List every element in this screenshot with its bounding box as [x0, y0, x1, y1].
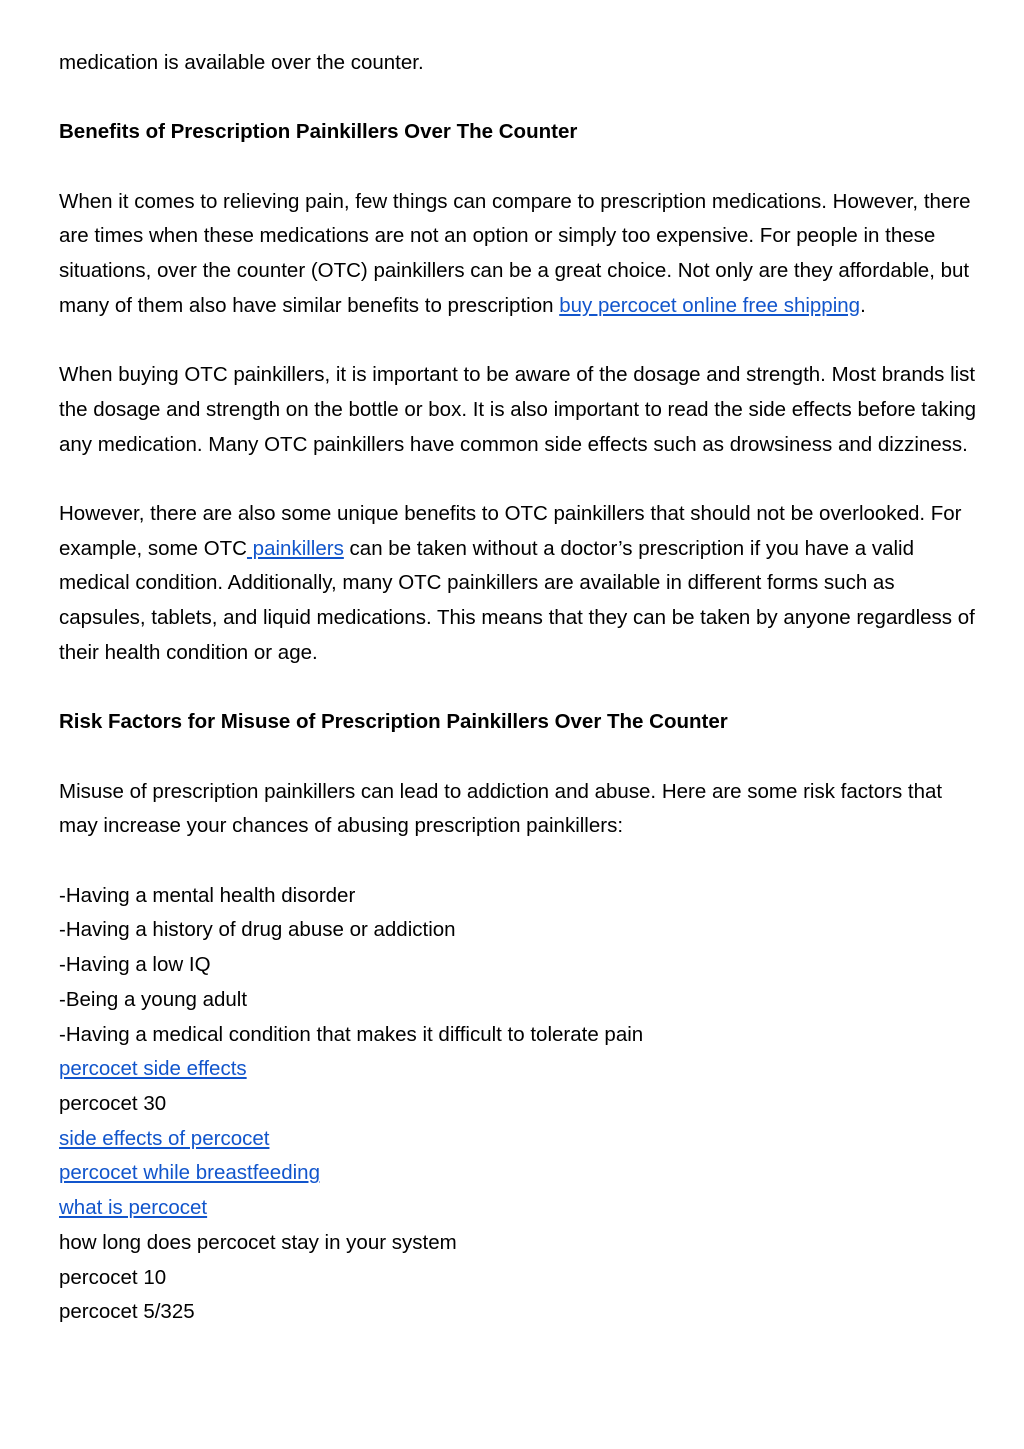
spacer — [59, 462, 979, 497]
keyword-link[interactable]: percocet while breastfeeding — [59, 1161, 320, 1185]
risk-factor-item: -Being a young adult — [59, 987, 248, 1011]
spacer — [59, 81, 979, 116]
keyword-text: how long does percocet stay in your system — [59, 1230, 457, 1254]
painkillers-link[interactable]: painkillers — [246, 536, 344, 560]
benefits-paragraph-2: When buying OTC painkillers, it is important to be aware of the dosage and strength. Most brands list the dosage and strength on the bottle or box. It is also important to read the side effects before taking any medication. Many OTC painkillers have common side effects such as drowsiness and dizziness. — [59, 363, 977, 456]
keyword-list — [59, 1052, 979, 1330]
risk-intro-paragraph: Misuse of prescription painkillers can lead to addiction and abuse. Here are some risk factors that may increase your chances of abusing prescription painkillers: — [59, 779, 943, 838]
risk-factor-item: -Having a low IQ — [59, 953, 211, 977]
spacer — [59, 150, 979, 185]
buy-percocet-link[interactable]: buy percocet online free shipping — [559, 293, 861, 317]
benefits-paragraph-3-start: However, there are also some unique benefits to OTC painkillers that should not be overlooked. For example, some OTC — [59, 502, 962, 560]
document-page — [59, 46, 979, 1330]
spacer — [59, 324, 979, 359]
benefits-paragraph-3-end: can be taken without a doctor’s prescription if you have a valid medical condition. Additionally, many OTC painkillers are available in different forms such as capsules, tablets, and liquid medications. This means that they can be taken by anyone regardless of their health condition or age. — [59, 536, 975, 664]
intro-tail-paragraph: medication is available over the counter. — [59, 51, 424, 74]
risk-factor-item: -Having a medical condition that makes it difficult to tolerate pain — [59, 1022, 644, 1046]
benefits-paragraph-1-end: . — [860, 293, 866, 317]
section-heading-risk-factors: Risk Factors for Misuse of Prescription Painkillers Over The Counter — [59, 710, 728, 734]
section-heading-benefits: Benefits of Prescription Painkillers Over The Counter — [59, 120, 578, 144]
benefits-paragraph-1-text: When it comes to relieving pain, few things can compare to prescription medications. However, there are times when these medications are not an option or simply too expensive. For people in these situations, over the counter (OTC) painkillers can be a great choice. Not only are they affordable, but many of them also have similar benefits to prescription — [59, 189, 971, 317]
benefits-paragraph-3 — [59, 497, 979, 671]
keyword-text: percocet 5/325 — [59, 1300, 195, 1324]
spacer — [59, 844, 979, 879]
benefits-paragraph-1 — [59, 185, 979, 324]
spacer — [59, 671, 979, 706]
keyword-link[interactable]: percocet side effects — [59, 1057, 247, 1081]
keyword-text: percocet 30 — [59, 1091, 167, 1115]
keyword-link[interactable]: side effects of percocet — [59, 1126, 270, 1150]
spacer — [59, 740, 979, 775]
risk-factor-item: -Having a mental health disorder — [59, 883, 356, 907]
risk-factor-list — [59, 879, 979, 1053]
keyword-text: percocet 10 — [59, 1265, 167, 1289]
risk-factor-item: -Having a history of drug abuse or addiction — [59, 918, 456, 942]
keyword-link[interactable]: what is percocet — [59, 1196, 208, 1220]
